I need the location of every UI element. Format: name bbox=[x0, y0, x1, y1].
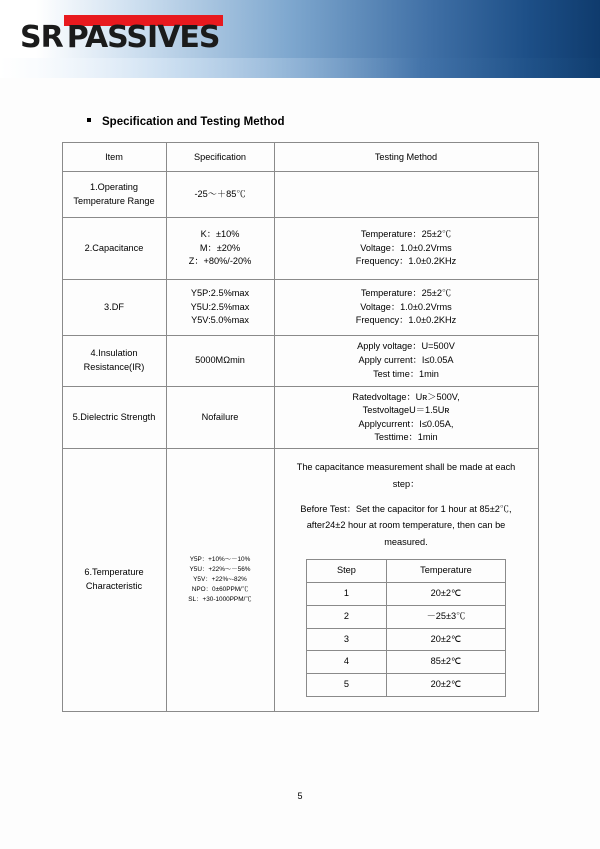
logo-text-passives: PASSIVES bbox=[66, 20, 220, 55]
row-item-cell bbox=[62, 280, 166, 336]
cell-line: Apply current：I≤0.05A bbox=[358, 354, 454, 365]
step-number: 2 bbox=[307, 605, 387, 628]
cell-line: NPO：0±60PPM/℃ bbox=[191, 586, 249, 594]
row-test-cell bbox=[274, 172, 538, 218]
cell-line: 1.Operating bbox=[89, 181, 138, 192]
row-test-cell bbox=[274, 218, 538, 280]
steps-table bbox=[306, 559, 506, 697]
cell-line: Temperature：25±2℃ bbox=[360, 287, 452, 298]
cell-line: Testtime：1min bbox=[374, 431, 438, 442]
cell-line: 5.Dielectric Strength bbox=[72, 411, 156, 422]
step-number: 4 bbox=[307, 651, 387, 674]
table-row bbox=[62, 280, 538, 336]
step-number: 5 bbox=[307, 674, 387, 697]
cell-line: TestvoltageU＝1.5Uʀ bbox=[362, 405, 450, 416]
steps-header-row bbox=[307, 560, 506, 583]
row-item-cell bbox=[62, 386, 166, 448]
steps-row bbox=[307, 628, 506, 651]
temperature-test-block bbox=[278, 453, 535, 707]
step-number: 3 bbox=[307, 628, 387, 651]
cell-line: Resistance(IR) bbox=[83, 361, 145, 372]
cell-line: Y5P：+10%～－10% bbox=[189, 556, 251, 564]
cell-line: Y5P:2.5%max bbox=[190, 287, 250, 298]
row-spec-cell bbox=[166, 280, 274, 336]
row-test-cell bbox=[274, 280, 538, 336]
step-temperature: 85±2℃ bbox=[386, 651, 505, 674]
steps-header-step: Step bbox=[307, 560, 387, 583]
table-header-row bbox=[62, 143, 538, 172]
cell-line: 5000MΩmin bbox=[195, 354, 245, 365]
step-temperature: 20±2℃ bbox=[386, 583, 505, 606]
column-header-specification: Specification bbox=[166, 143, 274, 172]
cell-line: Apply voltage：U=500V bbox=[357, 341, 455, 351]
steps-row bbox=[307, 583, 506, 606]
table-row-temperature-characteristic bbox=[62, 449, 538, 712]
cell-line: Frequency：1.0±0.2KHz bbox=[355, 256, 457, 267]
cell-line: Nofailure bbox=[201, 411, 239, 422]
page-header-banner bbox=[0, 0, 600, 78]
step-temperature: 20±2℃ bbox=[386, 628, 505, 651]
cell-line: K：±10% bbox=[200, 228, 240, 239]
cell-line: 4.Insulation bbox=[90, 347, 138, 358]
table-row bbox=[62, 386, 538, 448]
step-temperature: 20±2℃ bbox=[386, 674, 505, 697]
cell-line: Y5V：+22%~-82% bbox=[193, 576, 247, 584]
page-title: Specification and Testing Method bbox=[102, 116, 285, 128]
cell-line: 2.Capacitance bbox=[84, 242, 144, 253]
column-header-testing-method: Testing Method bbox=[274, 143, 538, 172]
row-spec-cell bbox=[166, 449, 274, 712]
row-item-cell bbox=[62, 336, 166, 387]
cell-line: Temperature Range bbox=[73, 195, 155, 206]
cell-line: Z：+80%/-20% bbox=[188, 256, 252, 267]
steps-row bbox=[307, 651, 506, 674]
row-spec-cell bbox=[166, 218, 274, 280]
cell-line: 3.DF bbox=[104, 301, 124, 312]
row-spec-cell bbox=[166, 172, 274, 218]
row-item-cell bbox=[62, 449, 166, 712]
step-number: 1 bbox=[307, 583, 387, 606]
row-item-cell bbox=[62, 218, 166, 280]
cell-line: Ratedvoltage：Uʀ＞500V, bbox=[352, 391, 460, 402]
cell-line: 6.Temperature bbox=[84, 567, 144, 578]
cell-line: -25～＋85℃ bbox=[194, 188, 246, 199]
row-spec-cell bbox=[166, 386, 274, 448]
logo-passives-wrap bbox=[64, 20, 223, 55]
cell-line: Voltage：1.0±0.2Vrms bbox=[360, 242, 452, 253]
test-paragraph: Before Test：Set the capacitor for 1 hour at 85±2℃, after24±2 hour at room temperature, then can be measured. bbox=[300, 504, 512, 547]
table-row bbox=[62, 336, 538, 387]
cell-line: Applycurrent：I≤0.05A, bbox=[358, 418, 454, 429]
steps-row bbox=[307, 674, 506, 697]
bullet-icon bbox=[87, 118, 91, 122]
steps-header-temperature: Temperature bbox=[386, 560, 505, 583]
column-header-item: Item bbox=[62, 143, 166, 172]
company-logo bbox=[20, 21, 223, 55]
logo-text-sr: SR bbox=[20, 20, 63, 55]
row-test-cell bbox=[274, 449, 538, 712]
section-heading bbox=[87, 116, 568, 128]
cell-line: Characteristic bbox=[85, 581, 143, 592]
row-spec-cell bbox=[166, 336, 274, 387]
cell-line: M：±20% bbox=[199, 242, 241, 253]
table-row bbox=[62, 218, 538, 280]
specification-table bbox=[62, 142, 539, 712]
cell-line: Temperature：25±2℃ bbox=[360, 228, 452, 239]
row-test-cell bbox=[274, 336, 538, 387]
cell-line: Y5U:2.5%max bbox=[190, 301, 250, 312]
table-row bbox=[62, 172, 538, 218]
page-number: 5 bbox=[297, 791, 303, 801]
cell-line: Y5V:5.0%max bbox=[191, 315, 249, 326]
row-item-cell bbox=[62, 172, 166, 218]
steps-row bbox=[307, 605, 506, 628]
cell-line: Test time：1min bbox=[373, 368, 439, 379]
row-test-cell bbox=[274, 386, 538, 448]
page-content bbox=[0, 116, 600, 712]
cell-line: Y5U：+22%～－56% bbox=[189, 566, 251, 574]
cell-line: Frequency：1.0±0.2KHz bbox=[355, 315, 457, 326]
cell-line: SL：+30-1000PPM/℃ bbox=[188, 596, 252, 604]
cell-line: Voltage：1.0±0.2Vrms bbox=[360, 301, 452, 312]
test-paragraph: The capacitance measurement shall be made at each step： bbox=[296, 462, 516, 489]
step-temperature: －25±3℃ bbox=[386, 605, 505, 628]
